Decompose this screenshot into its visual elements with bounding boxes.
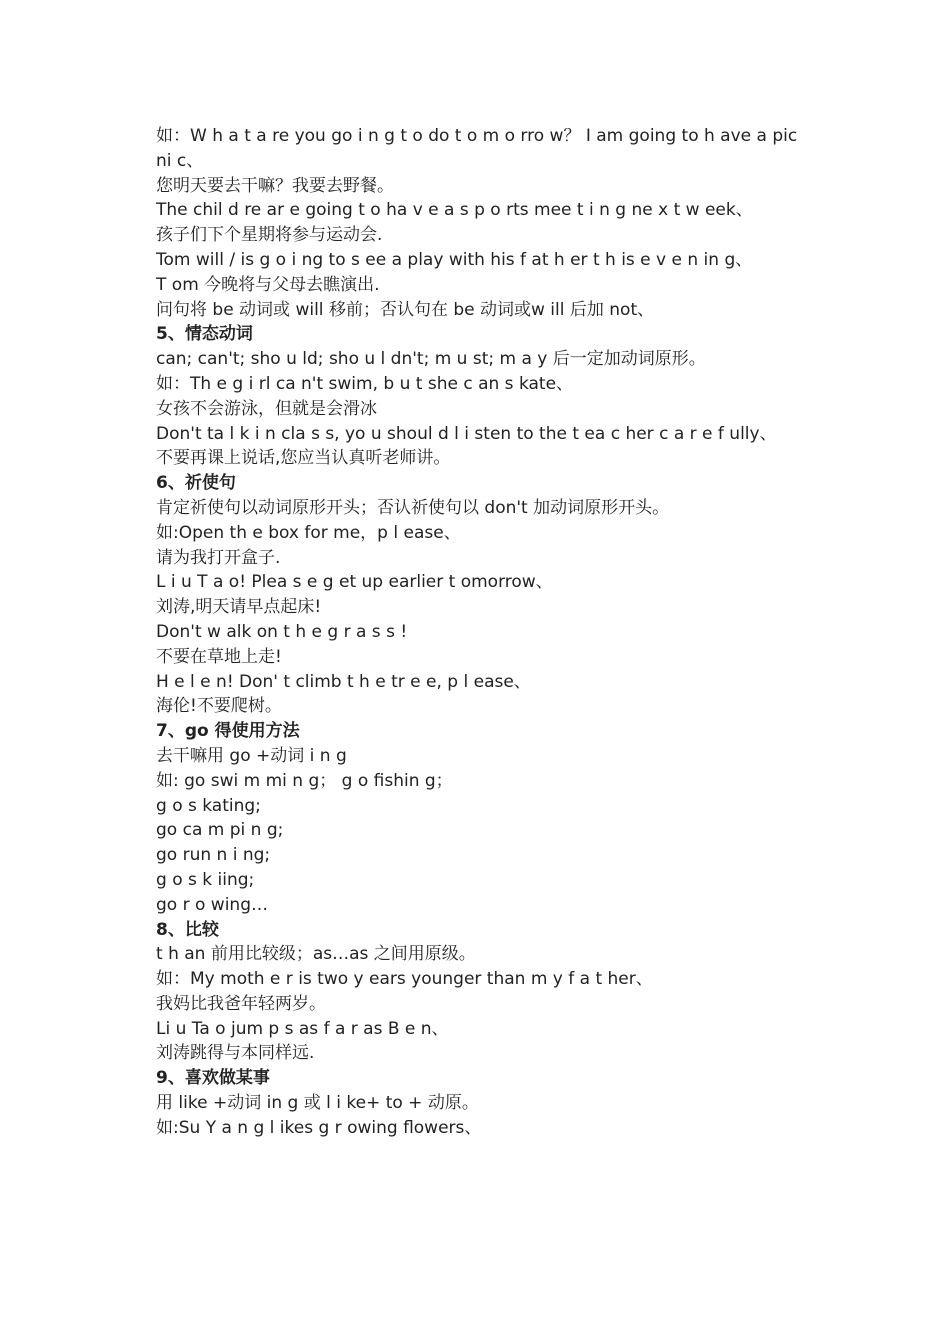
example-item: go run n i ng;: [156, 845, 271, 866]
translation-line: 我妈比我爸年轻两岁。: [156, 993, 326, 1014]
section-heading-modal-verbs: 5、情态动词: [156, 324, 253, 345]
translation-line: 您明天要去干嘛？我要去野餐。: [156, 175, 394, 196]
example-sentence: The chil d re ar e going t o ha v e a s p o rts mee t i n g ne x t w eek、: [156, 200, 753, 221]
rule-line: 问句将 be 动词或 will 移前；否认句在 be 动词或w ill 后加 not、: [156, 299, 655, 320]
example-sentence: Don't w alk on t h e g r a s s !: [156, 621, 408, 642]
example-item: g o s kating;: [156, 795, 261, 816]
translation-line: 孩子们下个星期将参与运动会.: [156, 225, 383, 246]
example-sentence: 如：W h a t a re you go i n g t o do t o m o rro w？ I am going to h ave a picni c、: [156, 126, 798, 171]
example-sentence: 如：My moth e r is two y ears younger than m y f a t her、: [156, 969, 653, 990]
example-item: g o s k iing;: [156, 869, 255, 890]
translation-line: T om 今晚将与父母去瞧演出.: [156, 274, 380, 295]
rule-line: t h an 前用比较级；as…as 之间用原级。: [156, 944, 476, 965]
translation-line: 请为我打开盒子.: [156, 547, 281, 568]
translation-line: 不要在草地上走!: [156, 646, 282, 667]
example-sentence: Tom will / is g o i ng to s ee a play with his f at h er t h is e v e n in g、: [156, 249, 753, 270]
example-sentence: H e l e n! Don' t climb t h e tr e e, p l ease、: [156, 671, 531, 692]
rule-line: 用 like +动词 in g 或 l i ke+ to + 动原。: [156, 1093, 479, 1114]
rule-line: 去干嘛用 go +动词 i n g: [156, 745, 347, 766]
example-sentence: 如:Su Y a n g l ikes g r owing flowers、: [156, 1117, 482, 1138]
translation-line: 不要再课上说话,您应当认真听老师讲。: [156, 448, 451, 469]
rule-line: 肯定祈使句以动词原形开头；否认祈使句以 don't 加动词原形开头。: [156, 497, 670, 518]
translation-line: 海伦!不要爬树。: [156, 696, 282, 717]
translation-line: 刘涛跳得与本同样远.: [156, 1043, 315, 1064]
example-sentence: Don't ta l k i n cla s s, yo u shoul d l i sten to the t ea c her c a r e f ully、: [156, 423, 777, 444]
example-item: go r o wing…: [156, 894, 268, 915]
section-heading-imperatives: 6、祈使句: [156, 473, 236, 494]
translation-line: 刘涛,明天请早点起床!: [156, 597, 322, 618]
translation-line: 女孩不会游泳，但就是会滑冰: [156, 398, 377, 419]
example-sentence: Li u Ta o jum p s as f a r as B e n、: [156, 1018, 449, 1039]
example-sentence: L i u T a o! Plea s e g et up earlier t omorrow、: [156, 572, 553, 593]
example-sentence: 如：Th e g i rl ca n't swim, b u t she c an s kate、: [156, 373, 574, 394]
example-sentence: 如: go swi m mi n g； g o fishin g；: [156, 770, 453, 791]
section-heading-likes: 9、喜欢做某事: [156, 1068, 270, 1089]
section-heading-go-usage: 7、go 得使用方法: [156, 721, 300, 742]
example-item: go ca m pi n g;: [156, 820, 284, 841]
rule-line: can; can't; sho u ld; sho u l dn't; m u st; m a y 后一定加动词原形。: [156, 349, 706, 370]
section-heading-comparison: 8、比较: [156, 919, 219, 940]
example-sentence: 如:Open th e box for me，p l ease、: [156, 522, 461, 543]
document-page: [156, 124, 806, 1141]
